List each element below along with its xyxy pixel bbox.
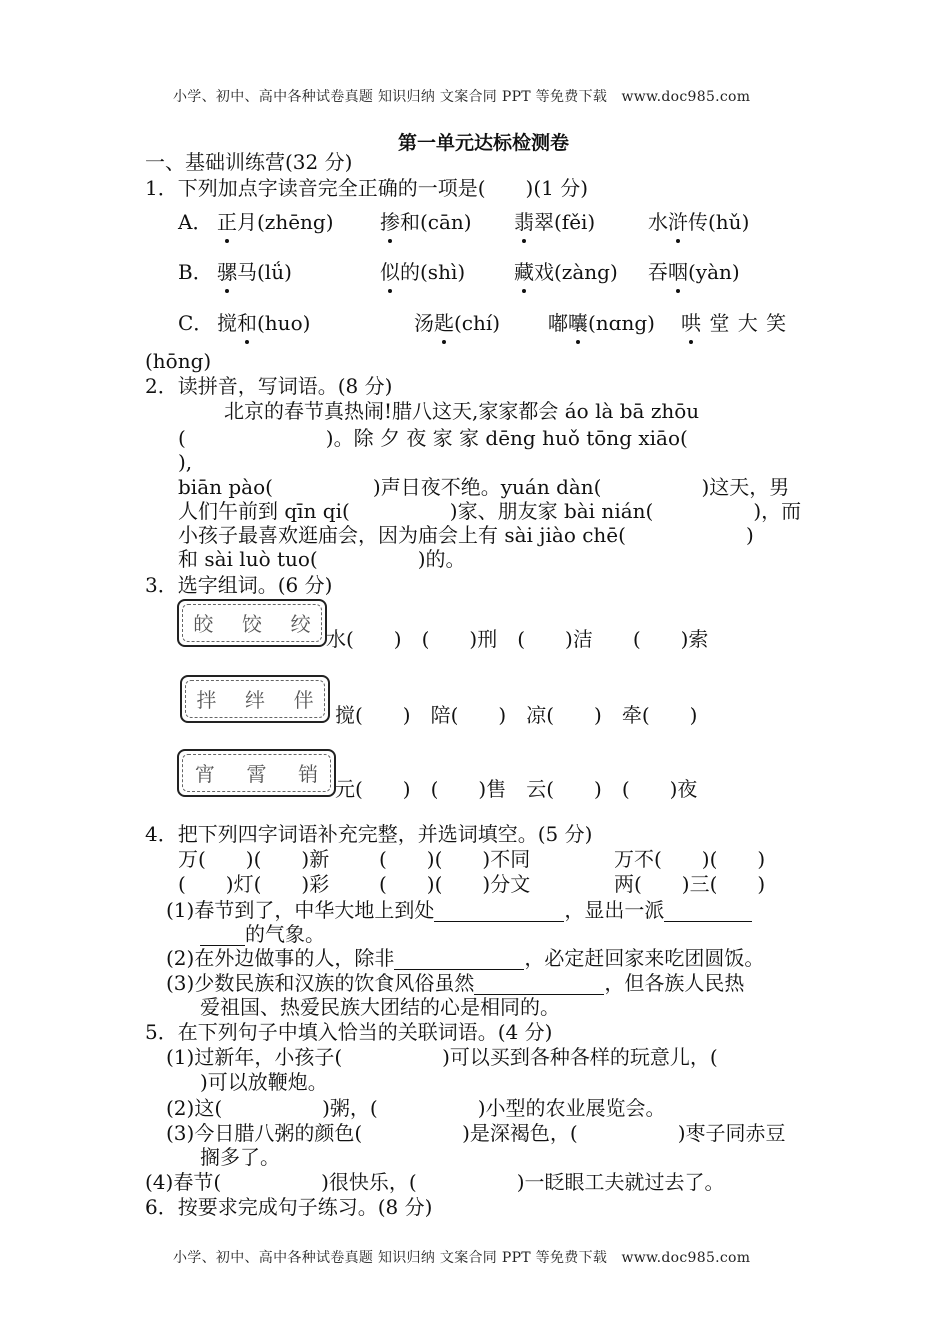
q1-option-c-item: 汤匙(chí) xyxy=(414,311,501,335)
answer-blank[interactable] xyxy=(200,923,245,946)
q4-sentence-3-cont: 爱祖国、热爱民族大团结的心是相同的。 xyxy=(200,995,560,1019)
q3-blank-row: 搅( ) 陪( ) 凉( ) 牵( ) xyxy=(335,703,698,727)
q1-option-b-item: 藏戏(zàng) xyxy=(514,260,618,284)
char-option: 绞 xyxy=(290,612,311,636)
q1-option-a-item: 掺和(cān) xyxy=(380,210,472,234)
char-option: 销 xyxy=(298,762,319,786)
char-choice-box xyxy=(177,749,336,797)
section-heading: 一、基础训练营(32 分) xyxy=(145,150,353,174)
char-option: 伴 xyxy=(293,688,314,712)
q4-idiom: ( )( )分文 xyxy=(379,872,531,896)
q5-sentence: )可以放鞭炮。 xyxy=(200,1070,328,1094)
q1-option-a-item: 水浒传(hǔ) xyxy=(648,210,750,234)
q1-option-c-item: 哄 堂 大 笑 xyxy=(681,311,787,335)
q1-option-c-wrap: (hōng) xyxy=(145,349,212,373)
char-option: 饺 xyxy=(241,612,262,636)
char-option: 绊 xyxy=(244,688,265,712)
q1-option-a-item: 正月(zhēng) xyxy=(217,210,334,234)
q1-option-c-item: 搅和(huo) xyxy=(217,311,311,335)
page-footer: 小学、初中、高中各种试卷真题 知识归纳 文案合同 PPT 等免费下载 www.doc985.com xyxy=(173,1250,751,1266)
q5-sentence: (2)这( )粥，( )小型的农业展览会。 xyxy=(166,1096,666,1120)
q5-sentence: (3)今日腊八粥的颜色( )是深褐色，( )枣子同赤豆 xyxy=(166,1121,786,1145)
q1-option-b-item: 骡马(lǘ) xyxy=(217,260,292,284)
q5-sentence: (1)过新年，小孩子( )可以买到各种各样的玩意儿，( xyxy=(166,1045,718,1069)
char-choice-box xyxy=(180,675,330,723)
question-4-stem: 4．把下列四字词语补充完整，并选词填空。(5 分) xyxy=(145,822,593,846)
q2-passage-line: biān pào( )声日夜不绝。yuán dàn( )这天，男 xyxy=(178,475,790,499)
q4-idiom: 两( )三( ) xyxy=(614,872,766,896)
q2-passage-line: 和 sài luò tuo( )的。 xyxy=(178,547,466,571)
q2-passage-line: ), xyxy=(178,450,193,474)
char-option: 拌 xyxy=(196,688,217,712)
q2-passage-line: 北京的春节真热闹!腊八这天,家家都会 áo là bā zhōu xyxy=(224,399,700,423)
q4-sentence-1: (1)春节到了，中华大地上到处 ，显出一派 xyxy=(166,898,752,922)
question-1-stem: 1．下列加点字读音完全正确的一项是( )(1 分) xyxy=(145,176,589,200)
answer-blank[interactable] xyxy=(394,947,524,970)
question-2-stem: 2．读拼音，写词语。(8 分) xyxy=(145,374,393,398)
q5-sentence: 搁多了。 xyxy=(200,1145,280,1169)
q1-option-b-item: 吞咽(yàn) xyxy=(648,260,740,284)
q4-sentence-1-cont: 的气象。 xyxy=(200,922,325,946)
q1-option-c-label: C． xyxy=(178,311,214,335)
q4-idiom: 万不( )( ) xyxy=(614,847,766,871)
char-option: 霄 xyxy=(246,762,267,786)
q4-idiom: 万( )( )新 xyxy=(178,847,330,871)
page-title: 第一单元达标检测卷 xyxy=(398,132,570,154)
q4-idiom: ( )( )不同 xyxy=(379,847,531,871)
char-option: 宵 xyxy=(194,762,215,786)
q2-passage-line: 小孩子最喜欢逛庙会，因为庙会上有 sài jiào chē( ) xyxy=(178,523,754,547)
char-option: 皎 xyxy=(193,612,214,636)
question-5-stem: 5．在下列句子中填入恰当的关联词语。(4 分) xyxy=(145,1020,553,1044)
q2-passage-line: ( )。除 夕 夜 家 家 dēng huǒ tōng xiāo( xyxy=(178,426,688,450)
q1-option-a-label: A． xyxy=(178,210,213,234)
q5-sentence: (4)春节( )很快乐，( )一眨眼工夫就过去了。 xyxy=(145,1170,725,1194)
q3-blank-row: 水( ) ( )刑 ( )洁 ( )索 xyxy=(326,627,709,651)
answer-blank[interactable] xyxy=(474,972,604,995)
answer-blank[interactable] xyxy=(664,899,752,922)
q4-idiom: ( )灯( )彩 xyxy=(178,872,330,896)
question-3-stem: 3．选字组词。(6 分) xyxy=(145,573,333,597)
page-header: 小学、初中、高中各种试卷真题 知识归纳 文案合同 PPT 等免费下载 www.doc985.com xyxy=(173,89,751,105)
char-choice-box xyxy=(177,599,327,647)
q2-passage-line: 人们午前到 qīn qi( )家、朋友家 bài nián( )，而 xyxy=(178,499,802,523)
question-6-stem: 6．按要求完成句子练习。(8 分) xyxy=(145,1195,433,1219)
q4-sentence-3: (3)少数民族和汉族的饮食风俗虽然 ，但各族人民热 xyxy=(166,971,745,995)
q1-option-b-label: B． xyxy=(178,260,213,284)
q4-sentence-2: (2)在外边做事的人，除非 ，必定赶回家来吃团圆饭。 xyxy=(166,946,765,970)
answer-blank[interactable] xyxy=(434,899,564,922)
q1-option-c-item: 嘟囔(nɑng) xyxy=(548,311,655,335)
q1-option-b-item: 似的(shì) xyxy=(380,260,466,284)
q1-option-a-item: 翡翠(fěi) xyxy=(514,210,596,234)
q3-blank-row: 元( ) ( )售 云( ) ( )夜 xyxy=(335,777,698,801)
